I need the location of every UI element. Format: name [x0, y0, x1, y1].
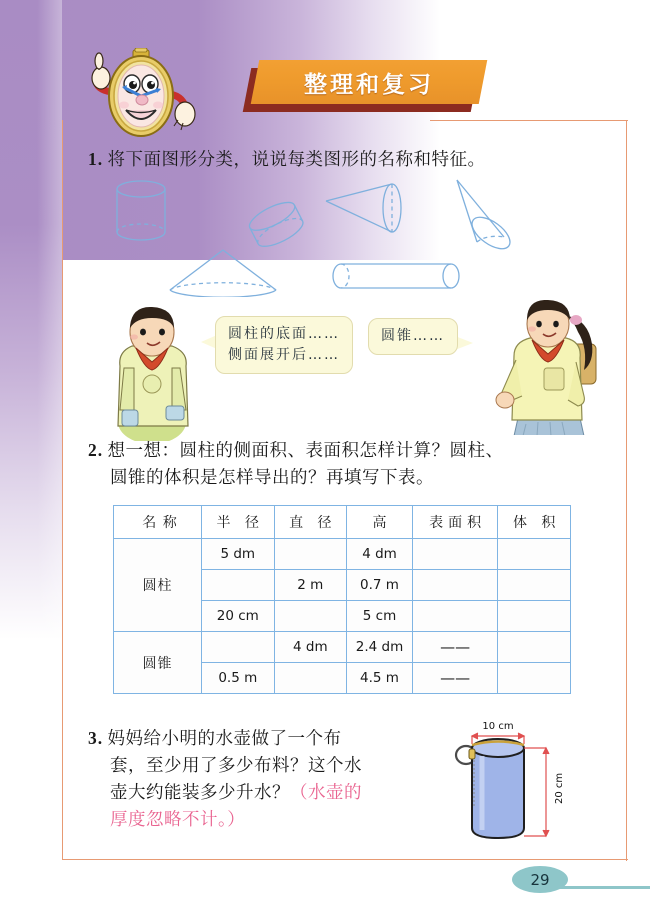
cone-horizontal-left [326, 184, 401, 232]
question-3-text-line-2: 套，至少用了多少布料？这个水 [110, 755, 362, 776]
cell-height[interactable]: 0.7 m [347, 570, 413, 601]
page-number-badge: 29 [512, 866, 568, 893]
column-header-height: 高 [347, 506, 413, 539]
clock-mascot-icon [88, 48, 198, 148]
cell-height[interactable]: 5 cm [347, 601, 413, 632]
cell-radius[interactable]: 0.5 m [202, 663, 275, 694]
table-row [114, 632, 571, 663]
content-border-right [626, 120, 627, 861]
cell-volume[interactable] [498, 632, 571, 663]
question-3-text-line-1: 妈妈给小明的水壶做了一个布 [107, 728, 342, 748]
cell-volume[interactable] [498, 663, 571, 694]
column-header-volume: 体 积 [498, 506, 571, 539]
question-3-note-part-1: （水壶的 [290, 782, 362, 803]
cell-radius[interactable] [202, 632, 275, 663]
cell-surface[interactable] [412, 570, 498, 601]
question-2 [88, 437, 608, 491]
boy-bubble-line-2: 侧面展开后…… [228, 347, 340, 363]
table-header [114, 506, 571, 539]
cell-surface-dash: —— [412, 632, 498, 663]
boy-bubble-line-1: 圆柱的底面…… [228, 326, 340, 342]
boy-figure-icon [100, 306, 210, 441]
cone-wide-flat [170, 250, 276, 297]
speech-bubble-girl [368, 318, 458, 355]
page-title: 整理和复习 [304, 71, 434, 98]
height-dimension-arrow [524, 748, 549, 836]
table-body [114, 539, 571, 694]
question-3-line-3-black: 壶大约能装多少升水？ [110, 782, 290, 803]
cell-diameter[interactable]: 2 m [274, 570, 347, 601]
cylinder-horizontal-long [333, 264, 459, 288]
measurements-table [113, 505, 571, 694]
cell-radius[interactable] [202, 570, 275, 601]
page-number-rule [550, 886, 650, 889]
cell-height[interactable]: 4 dm [347, 539, 413, 570]
width-dimension-label: 10 cm [482, 721, 514, 732]
row-group-label-cylinder: 圆柱 [114, 539, 202, 632]
cell-diameter[interactable]: 4 dm [274, 632, 347, 663]
purple-sidebar-sheen [0, 0, 62, 640]
cell-radius[interactable]: 20 cm [202, 601, 275, 632]
table-header-row [114, 506, 571, 539]
cell-diameter[interactable] [274, 539, 347, 570]
height-dimension-label: 20 cm [554, 772, 565, 804]
cell-volume[interactable] [498, 570, 571, 601]
question-2-text-line-1: 想一想：圆柱的侧面积、表面积怎样计算？圆柱、 [107, 440, 504, 460]
question-3 [88, 725, 388, 834]
children-illustration [100, 300, 610, 435]
question-1-number: 1. [88, 149, 104, 169]
question-1 [88, 146, 608, 173]
question-3-text-line-3 [88, 779, 388, 806]
cell-radius[interactable]: 5 dm [202, 539, 275, 570]
column-header-surface: 表面积 [412, 506, 498, 539]
question-2-number: 2. [88, 440, 104, 460]
question-3-number: 3. [88, 728, 104, 748]
cell-height[interactable]: 2.4 dm [347, 632, 413, 663]
water-bottle-figure [448, 712, 608, 847]
cell-surface[interactable] [412, 601, 498, 632]
cell-diameter[interactable] [274, 663, 347, 694]
cell-surface-dash: —— [412, 663, 498, 694]
solid-shapes-figure [95, 172, 615, 297]
content-border-top-right [430, 120, 628, 121]
cylinder-flat-tilted [246, 197, 307, 252]
table-row [114, 539, 571, 570]
question-1-text: 将下面图形分类，说说每类图形的名称和特征。 [107, 149, 486, 169]
girl-bubble-line-1: 圆锥…… [381, 328, 445, 344]
question-3-note-part-2: 厚度忽略不计。） [110, 809, 246, 830]
question-2-text-line-2: 圆锥的体积是怎样导出的？再填写下表。 [110, 467, 434, 488]
cell-diameter[interactable] [274, 601, 347, 632]
column-header-name: 名 称 [114, 506, 202, 539]
cone-tilted [457, 180, 515, 255]
cell-volume[interactable] [498, 601, 571, 632]
cell-height[interactable]: 4.5 m [347, 663, 413, 694]
cell-surface[interactable] [412, 539, 498, 570]
title-banner [255, 60, 485, 112]
girl-figure-icon [488, 300, 608, 435]
cylinder-upright [117, 181, 165, 240]
column-header-radius: 半 径 [202, 506, 275, 539]
cell-volume[interactable] [498, 539, 571, 570]
column-header-diameter: 直 径 [274, 506, 347, 539]
speech-bubble-boy [215, 316, 353, 374]
row-group-label-cone: 圆锥 [114, 632, 202, 694]
